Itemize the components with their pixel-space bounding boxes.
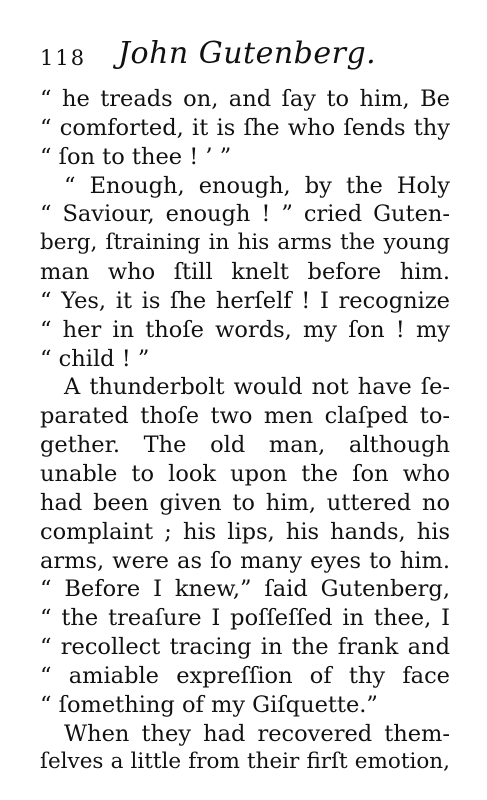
text-line: “ Enough, enough, by the Holy (64, 172, 450, 199)
text-line: “ comforted, it is ſhe who ſends thy (40, 114, 450, 141)
running-title: John Gutenberg. (118, 36, 377, 71)
text-line: man who ſtill knelt before him. (40, 259, 450, 286)
text-line: “ child ! ” (40, 345, 150, 372)
text-line: unable to look upon the ſon who (40, 460, 450, 487)
text-line: “ ſomething of my Giſquette.” (40, 691, 378, 718)
text-line: “ ſon to thee ! ’ ” (40, 143, 232, 170)
text-line: “ Before I knew,” ſaid Gutenberg, (40, 576, 450, 603)
text-line: complaint ; his lips, his hands, his (40, 518, 450, 545)
body-text (40, 85, 450, 777)
text-line: A thunderbolt would not have ſe- (64, 374, 450, 401)
text-line: ſelves a little from their firſt emotion, (40, 749, 450, 775)
text-line: gether. The old man, although (40, 432, 450, 459)
text-line: arms, were as ſo many eyes to him. (40, 547, 450, 574)
text-line: “ Yes, it is ſhe herſelf ! I recognize (40, 287, 450, 314)
text-line: “ the treaſure I poſſeſſed in thee, I (40, 605, 450, 632)
page-number: 118 (40, 46, 87, 70)
text-line: parated thoſe two men claſped to- (40, 403, 450, 430)
page-header (40, 36, 460, 78)
text-line: “ her in thoſe words, my ſon ! my (40, 316, 450, 343)
text-line: “ Saviour, enough ! ” cried Guten- (40, 201, 450, 228)
text-line: berg, ſtraining in his arms the young (40, 230, 450, 256)
text-line: “ recollect tracing in the frank and (40, 634, 450, 661)
text-line: When they had recovered them- (64, 720, 450, 747)
text-line: had been given to him, uttered no (40, 489, 450, 516)
text-line: “ amiable expreſſion of thy face (40, 662, 450, 689)
text-line: “ he treads on, and ſay to him, Be (40, 86, 450, 112)
